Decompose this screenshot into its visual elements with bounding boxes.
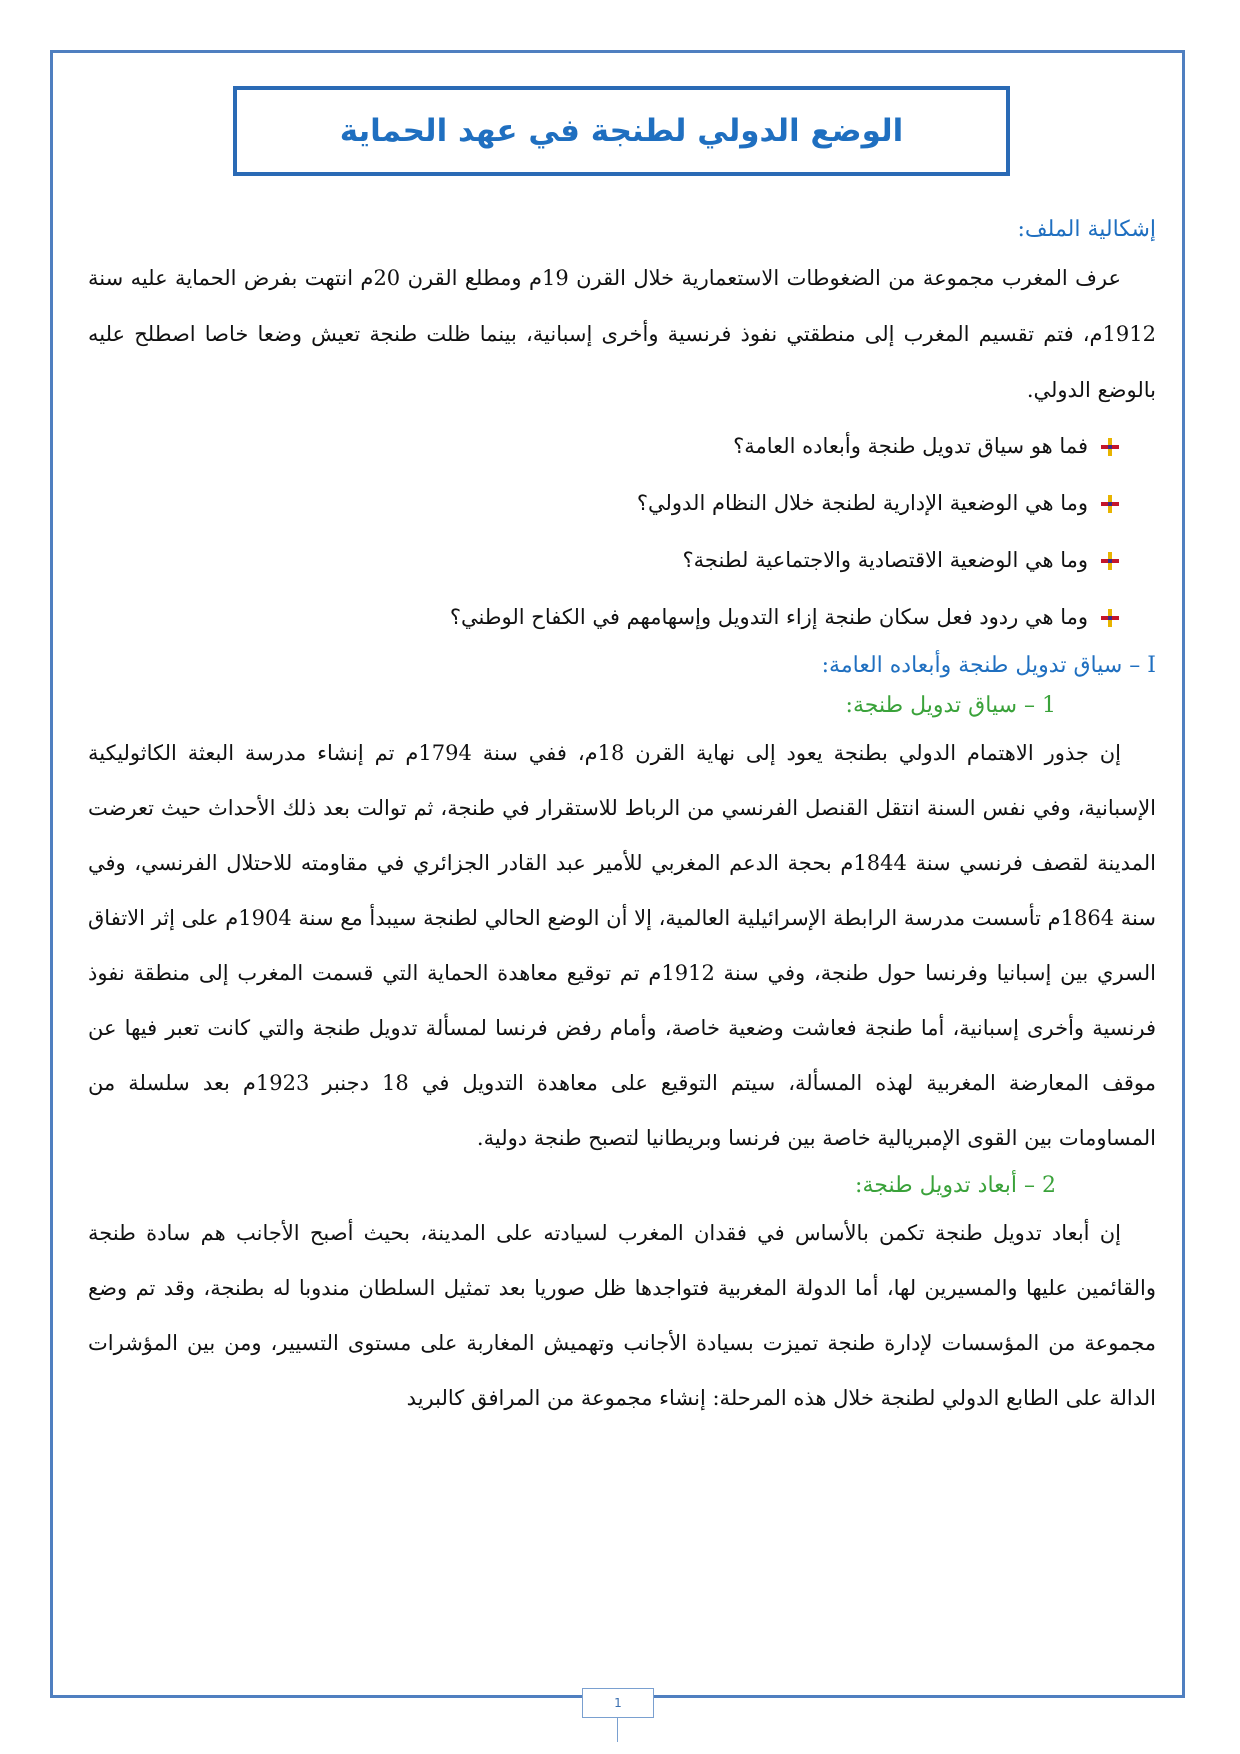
subsection-heading: 2 – أبعاد تدويل طنجة: <box>855 1173 1056 1198</box>
question-text: وما هي الوضعية الاقتصادية والاجتماعية لطنجة؟ <box>682 548 1088 572</box>
question-text: فما هو سياق تدويل طنجة وأبعاده العامة؟ <box>733 434 1088 458</box>
document-body <box>88 210 1156 1426</box>
title-box <box>233 86 1010 176</box>
page-title: الوضع الدولي لطنجة في عهد الحماية <box>339 113 904 149</box>
questions-list <box>88 418 1156 646</box>
page-number: 1 <box>582 1688 654 1718</box>
body-paragraph: إن جذور الاهتمام الدولي بطنجة يعود إلى نهاية القرن 18م، ففي سنة 1794م تم إنشاء مدرسة البعثة الكاثوليكية الإسبانية، وفي نفس السنة انتقل القنصل الفرنسي من الرباط للاستقرار في طنجة، ثم توالت بعد ذلك الأحداث حيث تعرضت المدينة لقصف فرنسي سنة 1844م بحجة الدعم المغربي للأمير عبد القادر الجزائري في مقاومته للاحتلال الفرنسي، وفي سنة 1864م تأسست مدرسة الرابطة الإسرائيلية العالمية، إلا أن الوضع الحالي لطنجة سيبدأ مع سنة 1904م على إثر الاتفاق السري بين إسبانيا وفرنسا حول طنجة، وفي سنة 1912م تم توقيع معاهدة الحماية التي قسمت المغرب إلى منطقة نفوذ فرنسية وأخرى إسبانية، أما طنجة فعاشت وضعية خاصة، وأمام رفض فرنسا لمسألة تدويل طنجة والتي كانت تعبر فيها عن موقف المعارضة المغربية لهذه المسألة، سيتم التوقيع على معاهدة التدويل في 18 دجنبر 1923م بعد سلسلة من المساومات بين القوى الإمبريالية خاصة بين فرنسا وبريطانيا لتصبح طنجة دولية. <box>88 741 1156 1150</box>
bullet-plus-icon <box>1100 608 1120 628</box>
list-item <box>88 418 1120 475</box>
list-item <box>88 589 1120 646</box>
subsection-heading: 1 – سياق تدويل طنجة: <box>845 693 1056 718</box>
bullet-plus-icon <box>1100 494 1120 514</box>
bullet-plus-icon <box>1100 551 1120 571</box>
section-heading: I – سياق تدويل طنجة وأبعاده العامة: <box>821 653 1156 678</box>
page-number-connector <box>617 1718 618 1742</box>
list-item <box>88 475 1120 532</box>
body-paragraph: إن أبعاد تدويل طنجة تكمن بالأساس في فقدان المغرب لسيادته على المدينة، بحيث أصبح الأجانب هم سادة طنجة والقائمين عليها والمسيرين لها، أما الدولة المغربية فتواجدها ظل صوريا بعد تمثيل السلطان مندوبا له بطنجة، وقد تم وضع مجموعة من المؤسسات لإدارة طنجة تميزت بسيادة الأجانب وتهميش المغاربة على مستوى التسيير، ومن بين المؤشرات الدالة على الطابع الدولي لطنجة خلال هذه المرحلة: إنشاء مجموعة من المرافق كالبريد <box>88 1221 1156 1410</box>
intro-paragraph: عرف المغرب مجموعة من الضغوطات الاستعمارية خلال القرن 19م ومطلع القرن 20م انتهت بفرض الحماية عليه سنة 1912م، فتم تقسيم المغرب إلى منطقتي نفوذ فرنسية وأخرى إسبانية، بينما ظلت طنجة تعيش وضعا خاصا اصطلح عليه بالوضع الدولي. <box>88 266 1156 402</box>
problematic-heading: إشكالية الملف: <box>1017 217 1156 242</box>
question-text: وما هي ردود فعل سكان طنجة إزاء التدويل وإسهامهم في الكفاح الوطني؟ <box>449 605 1088 629</box>
question-text: وما هي الوضعية الإدارية لطنجة خلال النظام الدولي؟ <box>636 491 1088 515</box>
bullet-plus-icon <box>1100 437 1120 457</box>
list-item <box>88 532 1120 589</box>
